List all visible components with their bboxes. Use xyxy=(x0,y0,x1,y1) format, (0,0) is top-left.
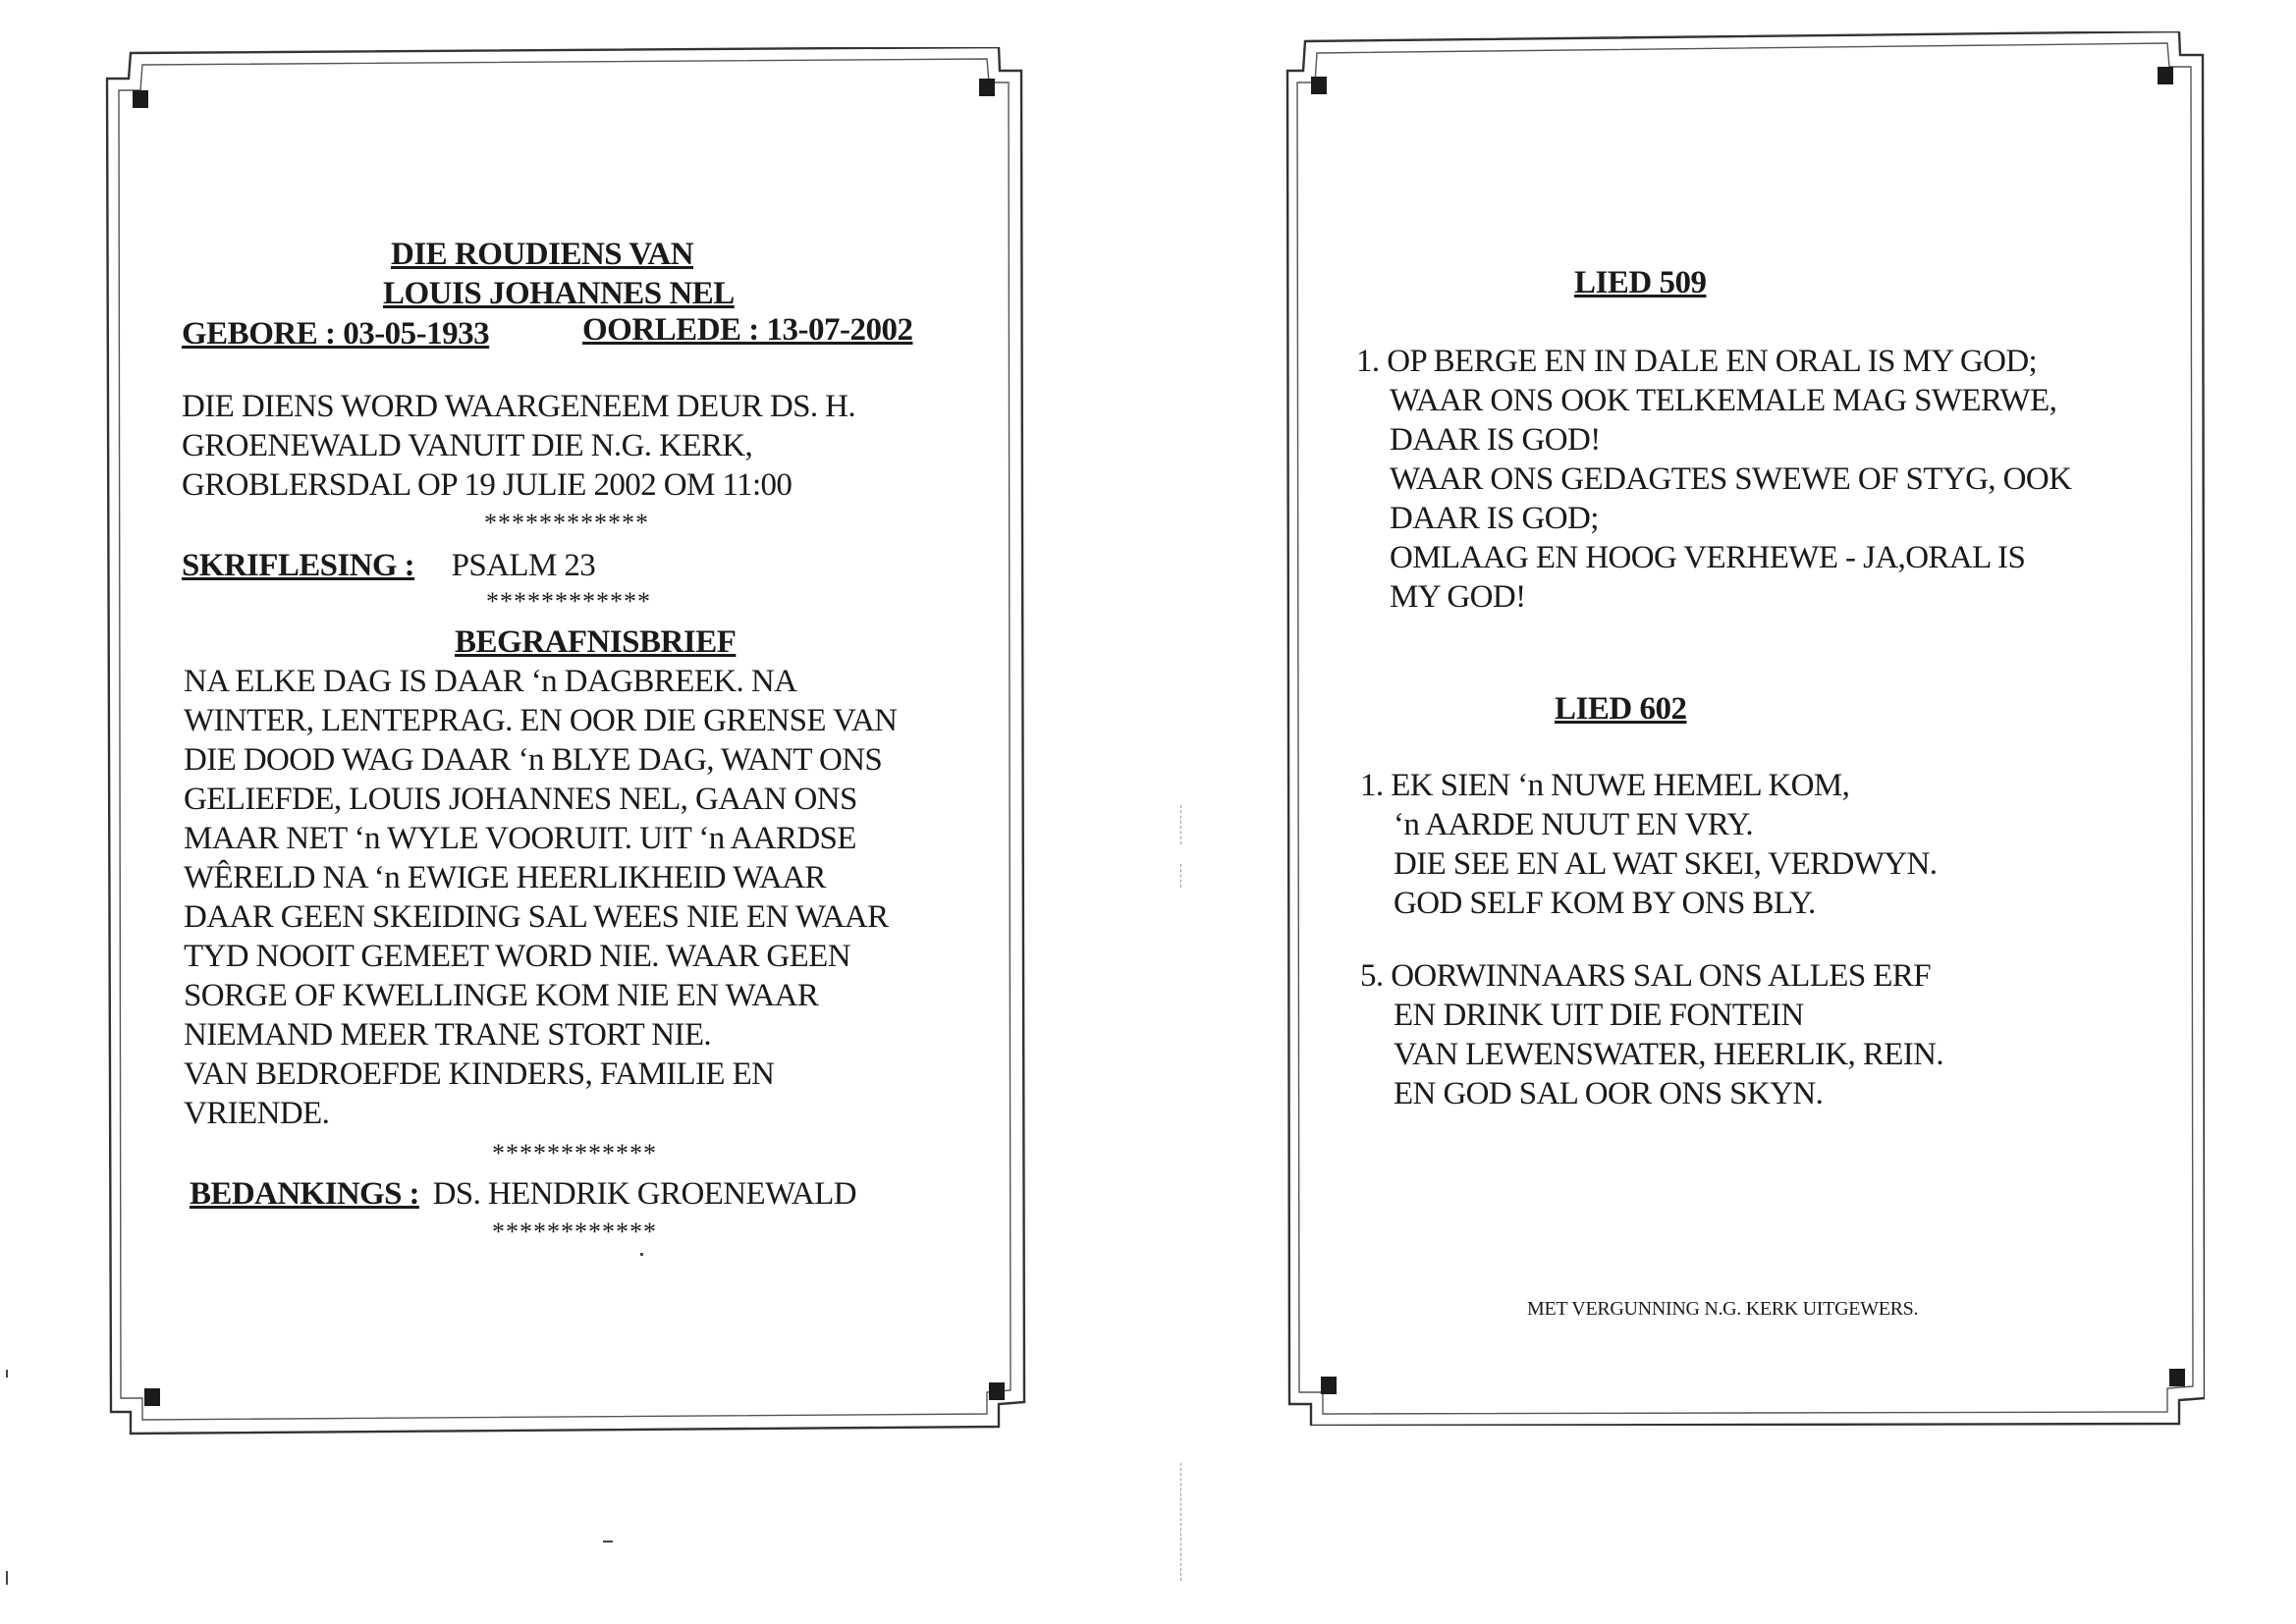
letter-line: VAN BEDROEFDE KINDERS, FAMILIE EN xyxy=(184,1056,775,1092)
letter-line: MAAR NET ‘n WYLE VOORUIT. UIT ‘n AARDSE xyxy=(184,821,856,856)
letter-heading: BEGRAFNISBRIEF xyxy=(455,624,737,660)
hymn-509-line: MY GOD! xyxy=(1390,579,1526,615)
service-line: DIE DIENS WORD WAARGENEEM DEUR DS. H. xyxy=(182,389,856,424)
hymn-509-line: 1. OP BERGE EN IN DALE EN ORAL IS MY GOD; xyxy=(1356,344,2038,379)
memorial-title-line2: LOUIS JOHANNES NEL xyxy=(383,276,735,311)
separator: ************ xyxy=(492,1218,657,1246)
scripture-row xyxy=(182,548,595,584)
hymn-602-title: LIED 602 xyxy=(1555,691,1687,727)
fold-mark xyxy=(1180,805,1181,844)
fold-mark xyxy=(1180,864,1181,888)
thanks-label: BEDANKINGS : xyxy=(190,1176,419,1212)
service-line: GROENEWALD VANUIT DIE N.G. KERK, xyxy=(182,428,753,463)
hymn-509-line: WAAR ONS OOK TELKEMALE MAG SWERWE, xyxy=(1390,383,2057,418)
fold-mark xyxy=(1180,1463,1181,1581)
hymn-509-line: OMLAAG EN HOOG VERHEWE - JA,ORAL IS xyxy=(1390,540,2026,575)
scan-speck xyxy=(6,1571,8,1585)
separator: ************ xyxy=(484,509,649,537)
hymn-602-line: ‘n AARDE NUUT EN VRY. xyxy=(1394,807,1754,842)
letter-line: GELIEFDE, LOUIS JOHANNES NEL, GAAN ONS xyxy=(184,782,857,817)
thanks-value: DS. HENDRIK GROENEWALD xyxy=(432,1176,856,1212)
thanks-row xyxy=(190,1176,856,1213)
hymn-602-line: VAN LEWENSWATER, HEERLIK, REIN. xyxy=(1394,1037,1944,1072)
scripture-label: SKRIFLESING : xyxy=(182,548,415,583)
right-page xyxy=(1282,31,2205,1426)
letter-line: NIEMAND MEER TRANE STORT NIE. xyxy=(184,1017,712,1053)
hymn-602-line: GOD SELF KOM BY ONS BLY. xyxy=(1394,886,1816,921)
letter-line: DIE DOOD WAG DAAR ‘n BLYE DAG, WANT ONS xyxy=(184,742,883,778)
hymn-509-title: LIED 509 xyxy=(1574,265,1707,300)
scan-speck xyxy=(6,1370,8,1378)
letter-line: SORGE OF KWELLINGE KOM NIE EN WAAR xyxy=(184,978,819,1013)
letter-line: NA ELKE DAG IS DAAR ‘n DAGBREEK. NA xyxy=(184,664,797,699)
hymn-509-line: WAAR ONS GEDAGTES SWEWE OF STYG, OOK xyxy=(1390,461,2072,497)
letter-line: WINTER, LENTEPRAG. EN OOR DIE GRENSE VAN xyxy=(184,703,898,738)
permission-note: MET VERGUNNING N.G. KERK UITGEWERS. xyxy=(1527,1298,1919,1320)
hymn-602-line: 5. OORWINNAARS SAL ONS ALLES ERF xyxy=(1360,958,1931,994)
scan-speck xyxy=(640,1253,643,1256)
separator: ************ xyxy=(492,1139,657,1167)
separator: ************ xyxy=(486,587,651,616)
hymn-602-line: EN GOD SAL OOR ONS SKYN. xyxy=(1394,1076,1824,1111)
birth-date: GEBORE : 03-05-1933 xyxy=(182,316,490,352)
hymn-602-line: EN DRINK UIT DIE FONTEIN xyxy=(1394,998,1804,1033)
memorial-title-line1: DIE ROUDIENS VAN xyxy=(391,237,694,272)
hymn-602-line: DIE SEE EN AL WAT SKEI, VERDWYN. xyxy=(1394,846,1938,882)
letter-line: DAAR GEEN SKEIDING SAL WEES NIE EN WAAR xyxy=(184,899,889,935)
letter-line: VRIENDE. xyxy=(184,1096,330,1131)
hymn-602-line: 1. EK SIEN ‘n NUWE HEMEL KOM, xyxy=(1360,768,1850,803)
left-page xyxy=(103,47,1026,1441)
scripture-value: PSALM 23 xyxy=(451,548,596,583)
scan-speck xyxy=(603,1541,613,1543)
hymn-509-line: DAAR IS GOD; xyxy=(1390,501,1599,536)
letter-line: WÊRELD NA ‘n EWIGE HEERLIKHEID WAAR xyxy=(184,860,826,895)
service-line: GROBLERSDAL OP 19 JULIE 2002 OM 11:00 xyxy=(182,467,793,503)
hymn-509-line: DAAR IS GOD! xyxy=(1390,422,1601,458)
letter-line: TYD NOOIT GEMEET WORD NIE. WAAR GEEN xyxy=(184,939,850,974)
death-date: OORLEDE : 13-07-2002 xyxy=(582,312,913,348)
